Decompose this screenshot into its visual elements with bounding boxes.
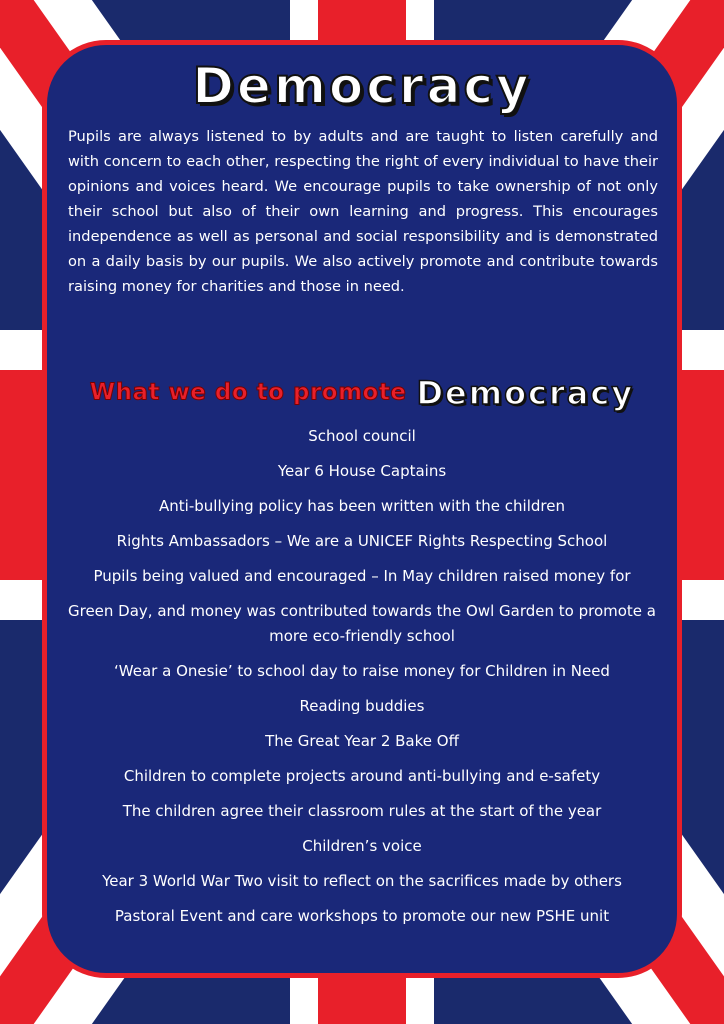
list-item: Year 3 World War Two visit to reflect on the sacrifices made by others	[102, 872, 622, 890]
list-item: Rights Ambassadors – We are a UNICEF Rights Respecting School	[116, 532, 608, 550]
list-item: The children agree their classroom rules at the start of the year	[122, 802, 602, 820]
page-title: Democracy	[192, 57, 532, 115]
list-item: Year 6 House Captains	[277, 462, 447, 480]
list-item: Pastoral Event and care workshops to promote our new PSHE unit	[114, 907, 610, 925]
section-heading-word: Democracy	[416, 373, 635, 412]
activities-list	[62, 424, 662, 939]
list-item: Pupils being valued and encouraged – In May children raised money for	[93, 567, 631, 585]
list-item: Green Day, and money was contributed towards the Owl Garden to promote a more eco-friendly school	[67, 602, 656, 645]
list-item: Children to complete projects around anti-bullying and e-safety	[123, 767, 601, 785]
list-item: Children’s voice	[302, 837, 422, 855]
intro-paragraph: Pupils are always listened to by adults and are taught to listen carefully and with concern to each other, respecting the right of every individual to have their opinions and voices heard. We encourage pupils to take ownership of not only their school but also of their own learning and progress. This encourages independence as well as personal and social responsibility and is demonstrated on a daily basis by our pupils. We also actively promote and contribute towards raising money for charities and those in need.	[68, 128, 658, 295]
section-heading-lead: What we do to promote	[89, 379, 407, 406]
list-item: Reading buddies	[299, 697, 425, 715]
section-heading	[42, 366, 682, 419]
list-item: School council	[308, 427, 416, 445]
list-item: The Great Year 2 Bake Off	[265, 732, 459, 750]
list-item: Anti-bullying policy has been written with the children	[159, 497, 565, 515]
list-item: ‘Wear a Onesie’ to school day to raise money for Children in Need	[114, 662, 610, 680]
